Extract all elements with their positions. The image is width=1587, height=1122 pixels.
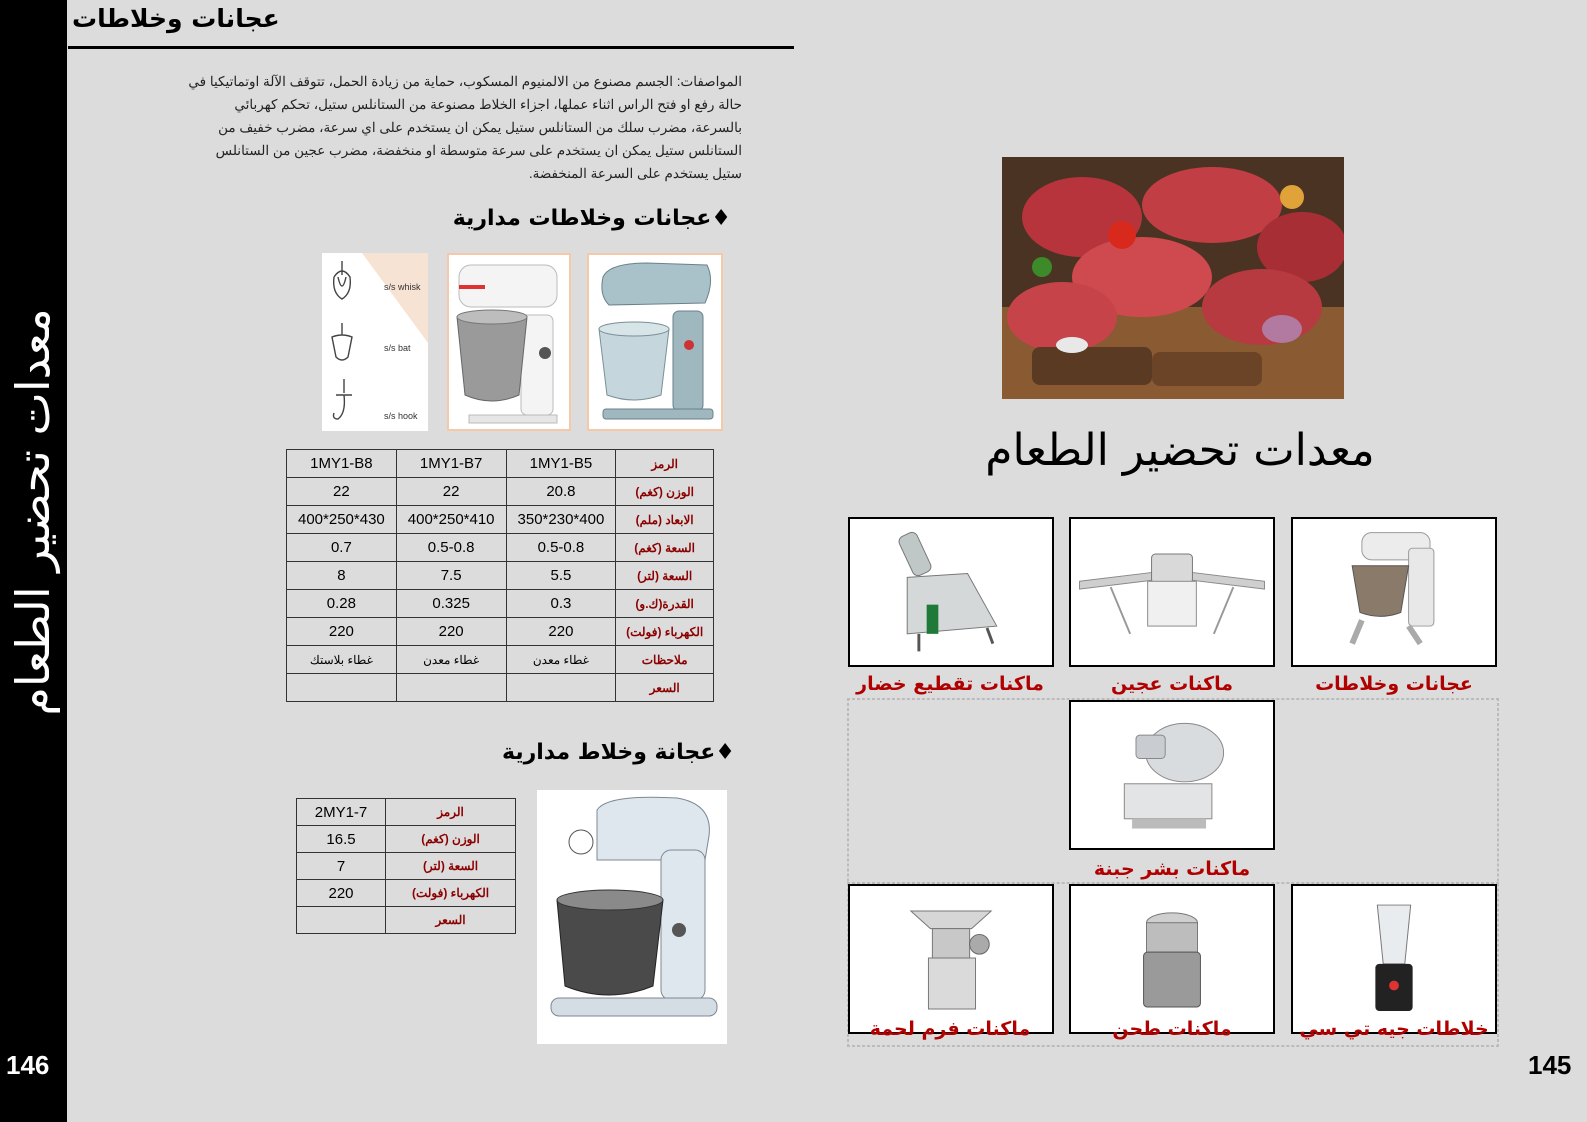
- table-row-label: السعة (لتر): [616, 562, 714, 590]
- table-cell: 0.28: [287, 590, 397, 618]
- page-number-right: 145: [1528, 1050, 1572, 1080]
- hook-label: s/s hook: [384, 411, 418, 421]
- table-cell: 0.7: [287, 534, 397, 562]
- table-row: [287, 506, 714, 534]
- accessories-image: [322, 253, 428, 431]
- table-cell: 350*230*400: [506, 506, 616, 534]
- product-card-mixers[interactable]: [1291, 517, 1497, 667]
- table-cell: 0.5-0.8: [506, 534, 616, 562]
- page-number-left: 146: [6, 1050, 50, 1080]
- product-caption-cheese-graters[interactable]: ماكنات بشر جبنة: [1093, 858, 1251, 880]
- spec-line: ستيل يستخدم على السرعة المنخفضة.: [528, 166, 742, 181]
- table-row: [287, 618, 714, 646]
- table-row: [287, 450, 714, 478]
- table-row-label: الابعاد (ملم): [616, 506, 714, 534]
- bat-label: s/s bat: [384, 343, 411, 353]
- spec-line: المواصفات: الجسم مصنوع من الالمنيوم المسكوب، حماية من زيادة الحمل، تتوقف الآلة اوتماتيكيا في: [188, 74, 742, 89]
- table-cell: 0.3: [506, 590, 616, 618]
- table-row-label: القدرة(ك.و): [616, 590, 714, 618]
- table-cell: 1MY1-B8: [287, 450, 397, 478]
- mixer-single-image: [537, 790, 727, 1044]
- table-row-label: السعة (لتر): [386, 853, 516, 880]
- specs-table-single: [296, 798, 516, 934]
- product-caption-grinders[interactable]: ماكنات طحن: [1112, 1018, 1232, 1040]
- table-row: [297, 826, 516, 853]
- specs-table-planetary: [286, 449, 714, 702]
- table-row-label: الوزن (كغم): [386, 826, 516, 853]
- table-cell: 400*250*430: [287, 506, 397, 534]
- table-row: [297, 853, 516, 880]
- table-cell: 20.8: [506, 478, 616, 506]
- table-cell: 7: [297, 853, 386, 880]
- section-header-title: عجانات وخلاطات: [72, 4, 280, 33]
- product-card-dough-sheeters[interactable]: [1069, 517, 1275, 667]
- table-cell: 0.325: [396, 590, 506, 618]
- product-card-blenders[interactable]: [1291, 884, 1497, 1034]
- table-row-label: الكهرباء (فولت): [616, 618, 714, 646]
- table-row: [287, 562, 714, 590]
- table-row: [297, 907, 516, 934]
- mixer-blue-image: [587, 253, 723, 431]
- section-title-planetary-mixers: ♦عجانات وخلاطات مدارية: [452, 206, 731, 231]
- table-cell: غطاء معدن: [396, 646, 506, 674]
- table-cell: [396, 674, 506, 702]
- table-cell: 8: [287, 562, 397, 590]
- catalog-main-title: معدات تحضير الطعام: [985, 425, 1375, 476]
- table-row-label: الكهرباء (فولت): [386, 880, 516, 907]
- grid-guide: [1497, 698, 1499, 1047]
- table-row: [287, 478, 714, 506]
- table-row-label: ملاحظات: [616, 646, 714, 674]
- table-cell: غطاء بلاستك: [287, 646, 397, 674]
- table-cell: 7.5: [396, 562, 506, 590]
- table-row-label: الرمز: [386, 799, 516, 826]
- table-cell: 16.5: [297, 826, 386, 853]
- section-title-planetary-mixer: ♦عجانة وخلاط مدارية: [501, 740, 735, 765]
- mixer-white-image: [447, 253, 571, 431]
- table-cell: 1MY1-B5: [506, 450, 616, 478]
- table-cell: [506, 674, 616, 702]
- spec-line: حالة رفع او فتح الراس اثناء عملها، اجزاء الخلاط مصنوعة من الستانلس ستيل، تحكم كهربائي: [234, 97, 742, 112]
- table-cell: 220: [506, 618, 616, 646]
- table-cell: [287, 674, 397, 702]
- product-caption-mixers[interactable]: عجانات وخلاطات: [1315, 673, 1473, 695]
- table-row-label: الرمز: [616, 450, 714, 478]
- meat-photo: [1002, 157, 1344, 399]
- product-caption-meat-mincers[interactable]: ماكنات فرم لحمة: [869, 1018, 1031, 1040]
- table-row: [287, 674, 714, 702]
- product-caption-vegetable-cutters[interactable]: ماكنات تقطيع خضار: [856, 673, 1044, 695]
- product-card-grinders[interactable]: [1069, 884, 1275, 1034]
- product-card-vegetable-cutters[interactable]: [848, 517, 1054, 667]
- specifications-text: [82, 70, 742, 185]
- table-cell: غطاء معدن: [506, 646, 616, 674]
- table-cell: 220: [297, 880, 386, 907]
- table-cell: 5.5: [506, 562, 616, 590]
- table-row: [287, 590, 714, 618]
- table-row: [297, 799, 516, 826]
- grid-guide: [847, 1045, 1499, 1047]
- spec-line: بالسرعة، مضرب سلك من الستانلس ستيل يمكن ان يستخدم على اي سرعة، مضرب خفيف من: [218, 120, 742, 135]
- table-cell: 22: [287, 478, 397, 506]
- product-card-meat-mincers[interactable]: [848, 884, 1054, 1034]
- table-cell: 400*250*410: [396, 506, 506, 534]
- table-cell: 2MY1-7: [297, 799, 386, 826]
- whisk-label: s/s whisk: [384, 282, 421, 292]
- table-row-label: السعة (كغم): [616, 534, 714, 562]
- table-cell: 22: [396, 478, 506, 506]
- product-caption-blenders[interactable]: خلاطات جيه تي سي: [1299, 1018, 1489, 1040]
- table-row-label: الوزن (كغم): [616, 478, 714, 506]
- table-cell: [297, 907, 386, 934]
- product-card-cheese-graters[interactable]: [1069, 700, 1275, 850]
- table-cell: 0.5-0.8: [396, 534, 506, 562]
- side-title: معدات تحضير الطعام: [6, 308, 60, 716]
- table-row: [287, 534, 714, 562]
- table-row-label: السعر: [616, 674, 714, 702]
- table-cell: 1MY1-B7: [396, 450, 506, 478]
- spec-line: الستانلس ستيل يمكن ان يستخدم على سرعة متوسطة او منخفضة، مضرب عجين من الستانلس: [215, 143, 742, 158]
- table-row: [297, 880, 516, 907]
- table-row-label: السعر: [386, 907, 516, 934]
- table-cell: 220: [287, 618, 397, 646]
- table-row: [287, 646, 714, 674]
- header-divider: [68, 46, 794, 49]
- table-cell: 220: [396, 618, 506, 646]
- product-caption-dough-sheeters[interactable]: ماكنات عجين: [1110, 673, 1234, 695]
